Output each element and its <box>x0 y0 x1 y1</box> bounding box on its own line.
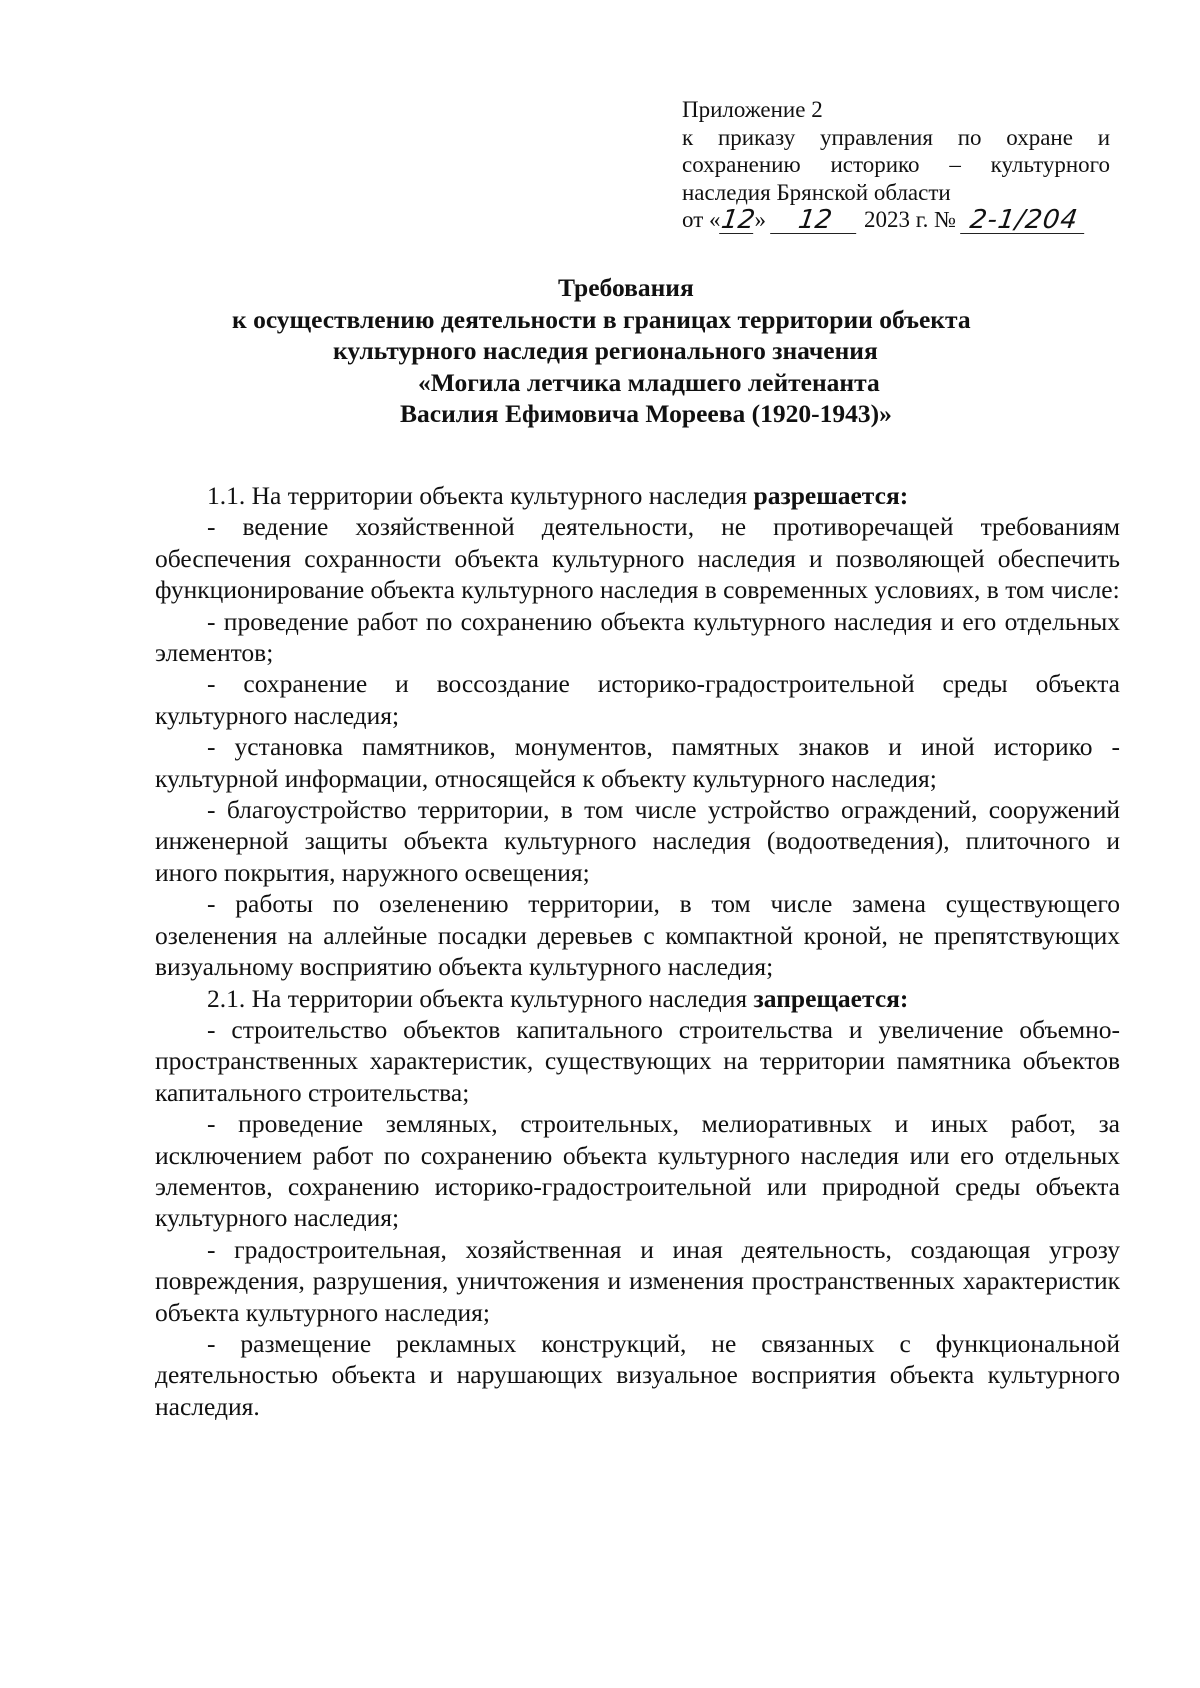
annex-line: к приказу управления по охране и <box>682 124 1110 150</box>
handwritten-day: 12 <box>718 204 757 235</box>
annex-header <box>682 96 1110 234</box>
date-prefix: от « <box>682 207 721 232</box>
annex-date-line <box>682 206 1110 234</box>
document-body <box>155 480 1120 1422</box>
section2-lead-text: 2.1. На территории объекта культурного наследия <box>207 983 754 1013</box>
title-line: Василия Ефимовича Мореева (1920-1943)» <box>400 399 892 428</box>
annex-line: наследия Брянской области <box>682 179 951 205</box>
title-line: «Могила летчика младшего лейтенанта <box>418 367 880 397</box>
list-item: - установка памятников, монументов, памятных знаков и иной историко - культурной информации, относящейся к объекту культурного наследия; <box>155 732 1120 793</box>
date-mid: » <box>754 207 766 232</box>
list-item: - ведение хозяйственной деятельности, не противоречащей требованиям обеспечения сохранности объекта культурного наследия и позволяющей обеспечить функционирование объекта культурного наследия в современных условиях, в том числе: <box>155 512 1120 605</box>
section2-keyword: запрещается: <box>753 983 909 1013</box>
date-year: 2023 г. № <box>864 207 957 232</box>
title-heading: Требования <box>558 273 694 302</box>
section1-lead <box>155 480 1120 511</box>
title-line: культурного наследия регионального значения <box>333 336 878 365</box>
list-item: - размещение рекламных конструкций, не связанных с функциональной деятельностью объекта и нарушающих визуальное восприятия объекта культурного наследия. <box>155 1328 1120 1421</box>
list-item: - строительство объектов капитального строительства и увеличение объемно-пространственных характеристик, существующих на территории памятника объектов капитального строительства; <box>155 1014 1120 1107</box>
list-item: - работы по озеленению территории, в том числе замена существующего озеленения на аллейные посадки деревьев с компактной кроной, не препятствующих визуальному восприятию объекта культурного наследия; <box>155 889 1120 982</box>
handwritten-month: 12 <box>770 207 860 234</box>
section1-lead-text: 1.1. На территории объекта культурного наследия <box>207 481 754 510</box>
list-item: - благоустройство территории, в том числе устройство ограждений, сооружений инженерной защиты объекта культурного наследия (водоотведения), плиточного и иного покрытия, наружного освещения; <box>155 795 1120 887</box>
handwritten-order-number: 2-1/204 <box>960 207 1088 234</box>
list-item: - сохранение и воссоздание историко-градостроительной среды объекта культурного наследия; <box>155 669 1120 730</box>
title-line: к осуществлению деятельности в границах территории объекта <box>232 304 971 334</box>
list-item: - проведение работ по сохранению объекта культурного наследия и его отдельных элементов; <box>155 606 1120 668</box>
section2-lead <box>155 983 1120 1014</box>
document-title <box>150 272 1110 430</box>
annex-title: Приложение 2 <box>682 97 823 122</box>
list-item: - проведение земляных, строительных, мелиоративных и иных работ, за исключением работ по сохранению объекта культурного наследия или его отдельных элементов, сохранению историко-градостроительной или природной среды объекта культурного наследия; <box>155 1109 1120 1233</box>
annex-line: сохранению историко – культурного <box>682 152 1110 177</box>
list-item: - градостроительная, хозяйственная и иная деятельность, создающая угрозу повреждения, разрушения, уничтожения и изменения пространственных характеристик объекта культурного наследия; <box>155 1234 1120 1327</box>
section1-keyword: разрешается: <box>753 481 909 510</box>
